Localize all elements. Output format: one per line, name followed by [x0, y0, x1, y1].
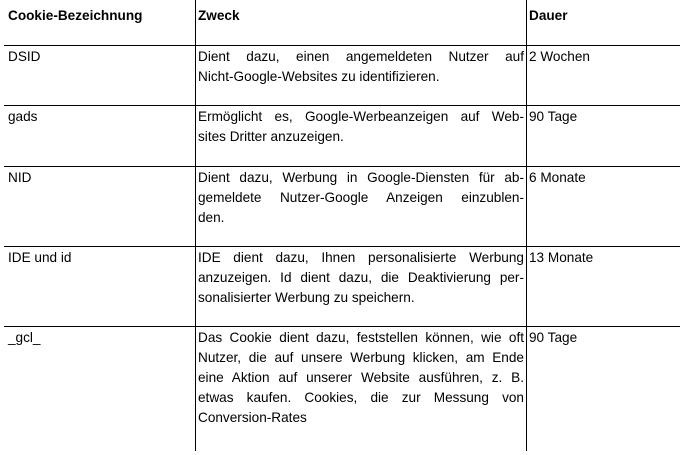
column-divider	[195, 0, 196, 451]
header-name: Cookie-Bezeichnung	[8, 8, 143, 23]
purpose-line: den.	[198, 210, 225, 225]
purpose-line: sonalisierter Werbung zu speichern.	[198, 290, 415, 305]
cookie-name: _gcl_	[8, 330, 41, 345]
purpose-line: Das Cookie dient dazu, feststellen können, wie oft	[198, 330, 524, 345]
purpose-line: Nicht-Google-Websites zu identifizieren.	[198, 69, 440, 84]
purpose-line: Nutzer, die auf unsere Werbung klicken, am Ende	[198, 350, 524, 365]
cookie-duration: 13 Monate	[529, 250, 594, 265]
header-purpose: Zweck	[198, 8, 240, 23]
cookie-table	[4, 0, 680, 451]
row-divider	[4, 326, 680, 327]
row-divider	[4, 166, 680, 167]
purpose-line: eine Aktion auf unserer Website ausführen, z. B.	[198, 370, 524, 385]
row-divider	[4, 246, 680, 247]
purpose-line: Conversion-Rates	[198, 410, 307, 425]
cookie-duration: 90 Tage	[529, 109, 578, 124]
header-duration: Dauer	[529, 8, 568, 23]
cookie-duration: 2 Wochen	[529, 49, 590, 64]
row-divider	[4, 105, 680, 106]
cookie-duration: 90 Tage	[529, 330, 578, 345]
cookie-purpose	[198, 47, 524, 87]
purpose-line: Dient dazu, Werbung in Google-Diensten für ab-	[198, 170, 524, 185]
cookie-name: gads	[8, 109, 38, 124]
purpose-line: IDE dient dazu, Ihnen personalisierte Werbung	[198, 250, 524, 265]
cookie-purpose	[198, 328, 524, 428]
purpose-line: etwas kaufen. Cookies, die zur Messung von	[198, 390, 524, 405]
cookie-name: DSID	[8, 49, 41, 64]
cookie-purpose	[198, 107, 524, 147]
purpose-line: gemeldete Nutzer-Google Anzeigen einzublen-	[198, 190, 524, 205]
cookie-purpose	[198, 248, 524, 308]
cookie-purpose	[198, 168, 524, 228]
purpose-line: sites Dritter anzuzeigen.	[198, 129, 344, 144]
cookie-duration: 6 Monate	[529, 170, 586, 185]
cookie-name: NID	[8, 170, 32, 185]
purpose-line: Dient dazu, einen angemeldeten Nutzer auf	[198, 49, 524, 64]
purpose-line: Ermöglicht es, Google-Werbeanzeigen auf Web-	[198, 109, 524, 124]
column-divider	[526, 0, 527, 451]
purpose-line: anzuzeigen. Id dient dazu, die Deaktivierung per-	[198, 270, 524, 285]
row-divider	[4, 45, 680, 46]
cookie-name: IDE und id	[8, 250, 72, 265]
